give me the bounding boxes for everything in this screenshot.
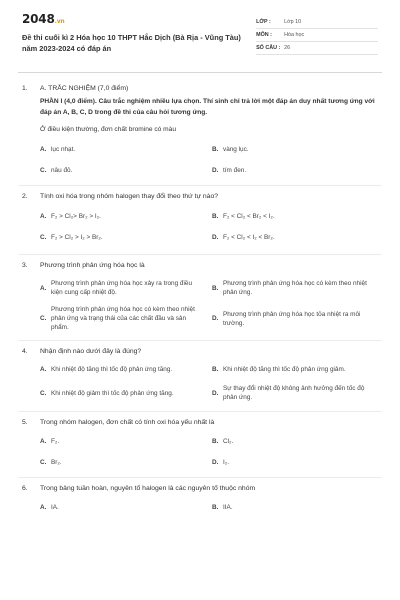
option-letter: B. — [212, 213, 219, 220]
option-text: Phương trình phản ứng hóa học có kèm theo nhiệt phản ứng và trạng thái của các chất đầu và sản phẩm. — [51, 306, 195, 331]
question-number: 5. — [22, 419, 28, 426]
question-4 — [22, 341, 378, 402]
option-text: F₂ > Cl₂> Br₂ > I₂. — [51, 213, 101, 220]
option-b[interactable] — [212, 437, 384, 446]
options — [40, 437, 378, 467]
option-letter: C. — [40, 315, 47, 322]
option-letter: B. — [212, 146, 219, 153]
option-letter: A. — [40, 146, 47, 153]
question-3 — [22, 255, 378, 332]
option-text: IIA. — [223, 504, 233, 511]
option-letter: B. — [212, 366, 219, 373]
option-text: Khi nhiệt độ tăng thì tốc độ phản ứng tăng. — [51, 366, 173, 373]
option-c[interactable] — [40, 305, 212, 332]
option-b[interactable] — [212, 212, 384, 221]
option-c[interactable] — [40, 233, 212, 242]
options — [40, 365, 378, 402]
option-letter: D. — [212, 234, 219, 241]
question-text: Nhận định nào dưới đây là đúng? — [40, 348, 142, 355]
option-d[interactable] — [212, 384, 384, 402]
option-text: F₂ < Cl₂ < Br₂ < I₂. — [223, 213, 275, 220]
option-text: Phương trình phản ứng hóa học có kèm theo nhiệt phản ứng. — [223, 280, 367, 296]
document-title: Đề thi cuối kì 2 Hóa học 10 THPT Hắc Dịch (Bà Rịa - Vũng Tàu) năm 2023-2024 có đáp án — [22, 33, 241, 53]
option-letter: A. — [40, 284, 47, 292]
question-number: 4. — [22, 348, 28, 355]
question-text: Phương trình phản ứng hóa học là — [40, 262, 145, 269]
question-number: 6. — [22, 485, 28, 492]
option-text: Sự thay đổi nhiệt độ không ảnh hưởng đến tốc độ phản ứng. — [223, 385, 365, 401]
option-text: Khi nhiệt độ tăng thì tốc độ phản ứng giảm. — [223, 366, 346, 373]
option-text: tím đen. — [223, 167, 247, 174]
option-letter: C. — [40, 167, 47, 174]
option-a[interactable] — [40, 365, 212, 374]
option-c[interactable] — [40, 166, 212, 175]
question-number: 3. — [22, 262, 28, 269]
meta-subject — [256, 29, 378, 42]
section-heading: A. TRẮC NGHIỆM (7,0 điểm) — [40, 85, 129, 92]
option-text: I₂. — [223, 459, 230, 466]
meta-grade — [256, 16, 378, 29]
meta-value: 26 — [284, 45, 291, 51]
site-logo[interactable] — [22, 12, 256, 26]
option-text: IA. — [51, 504, 59, 511]
options — [40, 279, 378, 332]
question-text: Trong bảng tuần hoàn, nguyên tố halogen là các nguyên tố thuộc nhóm — [40, 485, 256, 492]
option-text: F₂ > Cl₂ > I₂ > Br₂. — [51, 234, 103, 241]
option-letter: B. — [212, 284, 219, 292]
option-b[interactable] — [212, 279, 384, 297]
option-letter: D. — [212, 459, 219, 466]
option-letter: B. — [212, 438, 219, 445]
question-text: Trong nhóm halogen, đơn chất có tính oxi hóa yếu nhất là — [40, 419, 215, 426]
option-b[interactable] — [212, 365, 384, 374]
question-stem: Ở điều kiện thường, đơn chất bromine có màu — [40, 126, 177, 133]
option-d[interactable] — [212, 233, 384, 242]
question-1 — [22, 73, 378, 175]
option-text: Khi nhiệt độ giảm thì tốc độ phản ứng tăng. — [51, 389, 174, 397]
option-text: nâu đỏ. — [51, 167, 73, 174]
header — [22, 0, 378, 72]
option-text: Br₂. — [51, 459, 62, 466]
option-text: lục nhạt. — [51, 146, 76, 153]
option-text: F₂ < Cl₂ < I₂ < Br₂. — [223, 234, 275, 241]
option-letter: A. — [40, 438, 47, 445]
meta-key: MÔN : — [256, 32, 272, 38]
option-d[interactable] — [212, 458, 384, 467]
option-letter: D. — [212, 315, 219, 322]
options — [40, 145, 378, 175]
option-d[interactable] — [212, 305, 384, 332]
question-text: Tính oxi hóa trong nhóm halogen thay đổi theo thứ tự nào? — [40, 193, 219, 200]
option-d[interactable] — [212, 166, 384, 175]
question-number: 1. — [22, 85, 28, 92]
option-a[interactable] — [40, 145, 212, 154]
option-letter: A. — [40, 504, 47, 511]
option-letter: A. — [40, 213, 47, 220]
option-a[interactable] — [40, 279, 212, 297]
logo-suffix: .vn — [54, 18, 65, 25]
option-c[interactable] — [40, 384, 212, 402]
meta-value: Hóa học — [284, 32, 305, 38]
option-letter: C. — [40, 389, 47, 397]
question-number: 2. — [22, 193, 28, 200]
meta-key: SỐ CÂU : — [256, 45, 281, 51]
meta-key: LỚP : — [256, 19, 271, 25]
logo-main: 2048 — [22, 12, 55, 26]
option-c[interactable] — [40, 458, 212, 467]
option-letter: C. — [40, 234, 47, 241]
option-text: Cl₂. — [223, 438, 234, 445]
option-letter: A. — [40, 366, 47, 373]
option-letter: D. — [212, 389, 219, 397]
exam-meta — [256, 12, 378, 72]
option-letter: C. — [40, 459, 47, 466]
option-text: Phương trình phản ứng hóa học tỏa nhiệt ra môi trường. — [223, 310, 361, 327]
meta-value: Lớp 10 — [284, 19, 302, 25]
meta-count — [256, 42, 378, 55]
option-text: vàng lục. — [223, 146, 249, 153]
option-text: F₂. — [51, 438, 60, 445]
option-a[interactable] — [40, 212, 212, 221]
part-instructions: PHẦN I (4,0 điểm). Câu trắc nghiệm nhiều lựa chọn. Thí sinh chỉ trả lời một đáp án duy nhất tương ứng với đáp án A, B, C, D trong đề thi của câu hỏi tương ứng. — [40, 98, 375, 116]
option-letter: B. — [212, 504, 219, 511]
option-letter: D. — [212, 167, 219, 174]
option-a[interactable] — [40, 503, 212, 512]
option-a[interactable] — [40, 437, 212, 446]
option-text: Phương trình phản ứng hóa học xảy ra trong điều kiện cung cấp nhiệt độ. — [51, 280, 193, 296]
option-b[interactable] — [212, 145, 384, 154]
header-left — [22, 12, 256, 72]
option-b[interactable] — [212, 503, 384, 512]
question-2 — [22, 186, 378, 242]
options — [40, 212, 378, 242]
question-6 — [22, 478, 378, 512]
options — [40, 503, 378, 512]
question-5 — [22, 412, 378, 467]
